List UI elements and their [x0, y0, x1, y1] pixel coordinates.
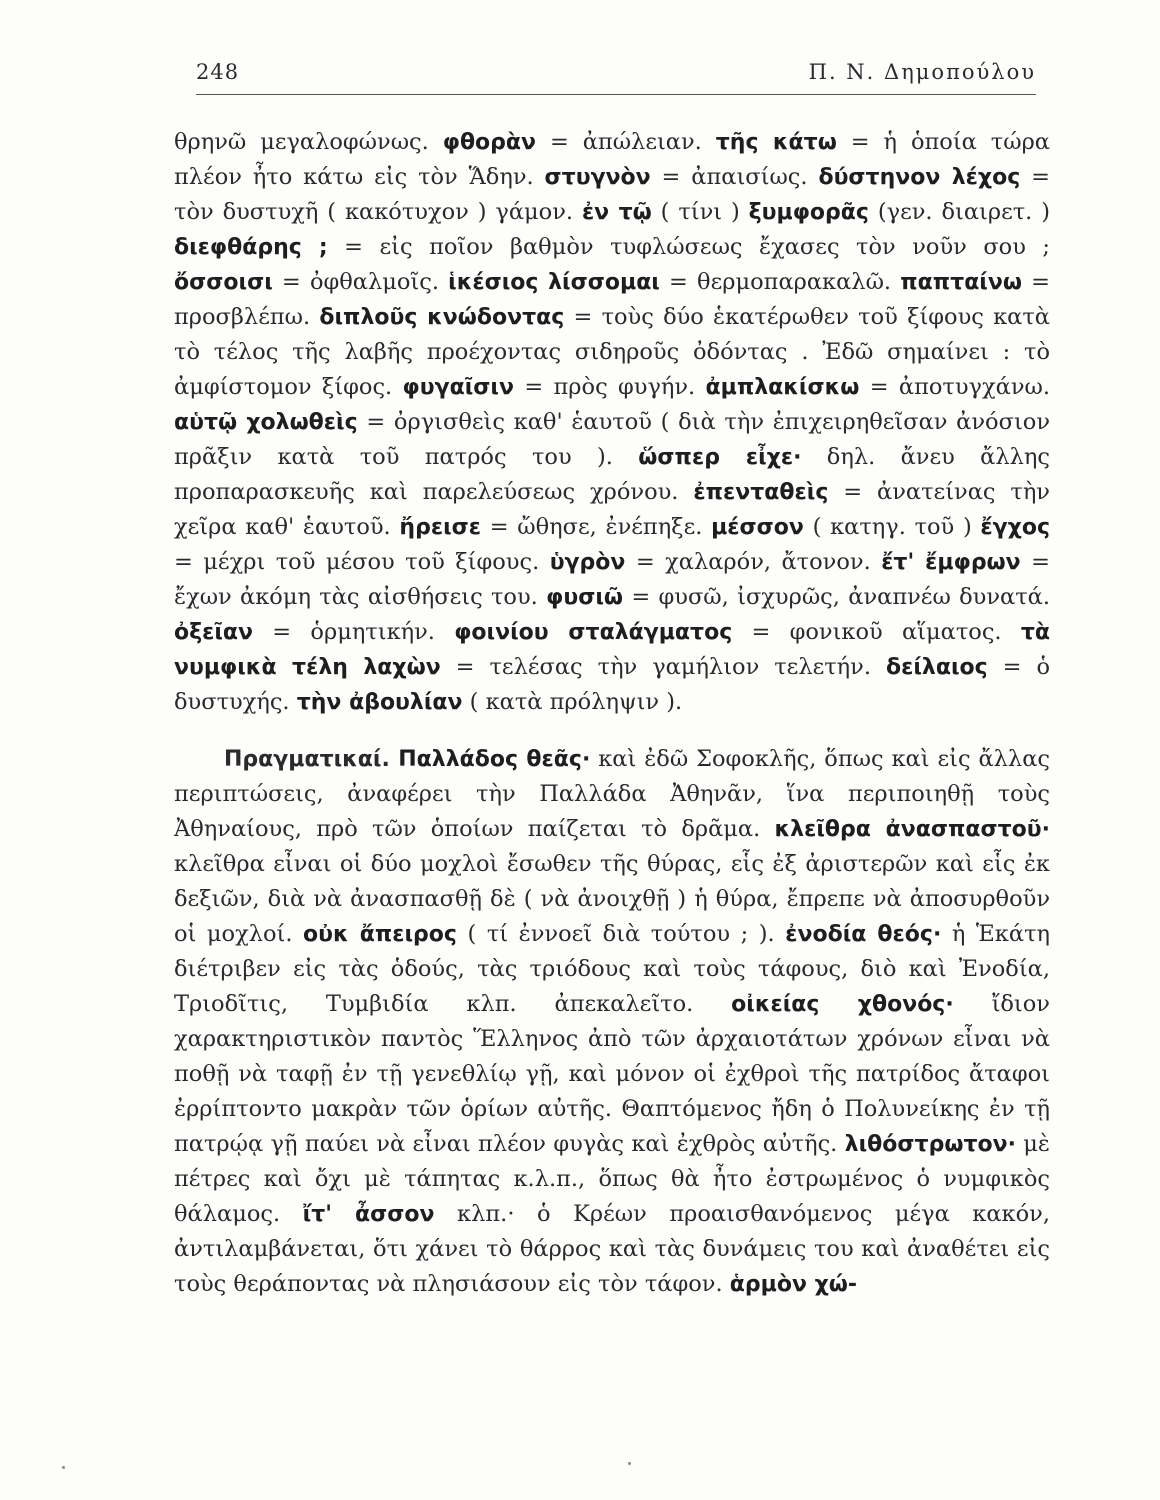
lemma-term: δύστηνον λέχος [818, 165, 1021, 190]
lemma-term: τὰ νυμφικὰ τέλη λαχὼν [174, 620, 1050, 680]
gloss-text: = εἰς ποῖον βαθμὸν τυφλώσεως ἔχασες τὸν νοῦν σου ; [327, 234, 1050, 260]
gloss-text: ( κατηγ. τοῦ ) [803, 514, 981, 540]
lemma-term: ξυμφορᾶς [748, 200, 869, 225]
lemma-term: ἐπενταθεὶς [693, 480, 829, 505]
gloss-text: = προσβλέπω. [174, 269, 1051, 330]
gloss-text: ἡ Ἑκάτη διέτριβεν εἰς τὰς ὁδούς, τὰς τριόδους καὶ τοὺς τάφους, διὸ καὶ Ἐνοδία, Τριοδῖτις, Τυμβιδία κλπ. ἀπεκαλεῖτο. [174, 921, 1050, 1017]
commentary-paragraph-vocabulary [174, 125, 1050, 720]
lemma-term: δείλαιος [885, 655, 988, 680]
gloss-text: ( κατὰ πρόληψιν ). [462, 689, 683, 715]
commentary-paragraph-realia [174, 742, 1050, 1302]
lemma-term: τὴν ἀβουλίαν [296, 690, 463, 715]
page-number: 248 [196, 60, 240, 84]
lemma-term: αὑτῷ χολωθεὶς [174, 410, 358, 435]
gloss-text: = ἀπαισίως. [650, 164, 819, 190]
gloss-text: = τοὺς δύο ἑκατέρωθεν τοῦ ξίφους κατὰ τὸ τέλος τῆς λαβῆς προέχοντας σιδηροῦς ὀδόντας . Ἐδῶ σημαίνει : τὸ ἀμφίστομον ξίφος. [174, 304, 1050, 400]
body-text [174, 125, 1050, 1302]
gloss-text: = ὁρμητικήν. [253, 619, 455, 645]
lemma-term: τῆς κάτω [715, 130, 837, 155]
lemma-term: ἐνοδία θεός· [785, 922, 942, 947]
gloss-text: δηλ. ἄνευ ἄλλης προπαρασκευῆς καὶ παρελεύσεως χρόνου. [174, 444, 1050, 505]
paper-speck [628, 1462, 631, 1465]
lemma-term: φοινίου σταλάγματος [454, 620, 733, 645]
gloss-text: = ἡ ὁποία τώρα πλέον ἦτο κάτω εἰς τὸν Ἅδην. [174, 129, 1050, 190]
running-head: Π. Ν. Δημοπούλου [808, 60, 1036, 84]
lemma-term: οὐκ ἄπειρος [303, 922, 457, 947]
lemma-term: φυσιῶ [546, 585, 624, 610]
gloss-text: = ἀπώλειαν. [536, 129, 716, 155]
gloss-text: = ὀργισθεὶς καθ' ἑαυτοῦ ( διὰ τὴν ἐπιχειρηθεῖσαν ἀνόσιον πρᾶξιν κατὰ τοῦ πατρός του ). [174, 409, 1050, 470]
gloss-text: = χαλαρόν, ἄτονον. [625, 549, 882, 575]
lemma-term: ἱκέσιος λίσσομαι [448, 270, 660, 295]
gloss-text: ( τίνι ) [651, 199, 749, 225]
lemma-term: οἰκείας χθονός· [731, 992, 954, 1017]
lemma-term: ἤρεισε [399, 515, 482, 540]
lemma-term: ἔτ' ἔμφρων [881, 550, 1021, 575]
lemma-term: φυγαῖσιν [402, 375, 514, 400]
gloss-text: = ὁ δυστυχής. [174, 654, 1050, 715]
lemma-term: μέσσον [711, 515, 804, 540]
lemma-term: ἴτ' ἆσσον [302, 1202, 435, 1227]
gloss-text: = πρὸς φυγήν. [513, 374, 706, 400]
lemma-term: διεφθάρης ; [174, 235, 328, 260]
lemma-term: ἐν τῷ [581, 200, 652, 225]
gloss-text: (γεν. διαιρετ. ) [868, 199, 1051, 225]
gloss-text: = ἔχων ἀκόμη τὰς αἰσθήσεις του. [174, 549, 1050, 610]
lemma-term: διπλοῦς κνώδοντας [319, 305, 565, 330]
lemma-term: ὀξεῖαν [174, 620, 254, 645]
gloss-text: καὶ ἐδῶ Σοφοκλῆς, ὅπως καὶ εἰς ἄλλας περιπτώσεις, ἀναφέρει τὴν Παλλάδα Ἀθηνᾶν, ἵνα περιποιηθῇ τοὺς Ἀθηναίους, πρὸ τῶν ὁποίων παίζεται τὸ δρᾶμα. [174, 746, 1050, 842]
lemma-term: ἔγχος [980, 515, 1050, 540]
paper-speck [62, 1466, 65, 1469]
lemma-term: ἀμπλακίσκω [705, 375, 860, 400]
gloss-text: μὲ πέτρες καὶ ὄχι μὲ τάπητας κ.λ.π., ὅπως θὰ ἦτο ἐστρωμένος ὁ νυμφικὸς θάλαμος. [174, 1131, 1050, 1227]
gloss-text: = ὀφθαλμοῖς. [272, 269, 449, 295]
gloss-text: κλπ.· ὁ Κρέων προαισθανόμενος μέγα κακόν, ἀντιλαμβάνεται, ὅτι χάνει τὸ θάρρος καὶ τὰς δυνάμεις του καὶ ἀναθέτει εἰς τοὺς θεράποντας νὰ πλησιάσουν εἰς τὸν τάφον. [174, 1201, 1050, 1297]
lemma-term: ὑγρὸν [549, 550, 626, 575]
gloss-text: ἴδιον χαρακτηριστικὸν παντὸς Ἕλληνος ἀπὸ τῶν ἀρχαιοτάτων χρόνων εἶναι νὰ ποθῇ νὰ ταφῇ ἐν τῇ γενεθλίῳ γῇ, καὶ μόνον οἱ ἐχθροὶ τῆς πατρίδος ἄταφοι ἐρρίπτοντο μακρὰν τῶν ὁρίων αὐτῆς. Θαπτόμενος ἤδη ὁ Πολυνείκης ἐν τῇ πατρῴᾳ γῇ παύει νὰ εἶναι πλέον φυγὰς καὶ ἐχθρὸς αὐτῆς. [174, 991, 1050, 1157]
lemma-term: λιθόστρωτον· [844, 1132, 1016, 1157]
gloss-text: ( τί ἐννοεῖ διὰ τούτου ; ). [456, 921, 786, 947]
gloss-text: = ἀποτυγχάνω. [859, 374, 1051, 400]
lemma-term: ὄσσοισι [174, 270, 273, 295]
lemma-term: Πραγματικαί. [224, 747, 399, 772]
lemma-term: κλεῖθρα ἀνασπαστοῦ· [774, 817, 1051, 842]
gloss-text: = μέχρι τοῦ μέσου τοῦ ξίφους. [174, 549, 550, 575]
gloss-text: θρηνῶ μεγαλοφώνως. [174, 129, 443, 155]
gloss-text: = τὸν δυστυχῆ ( κακότυχον ) γάμον. [174, 164, 1050, 225]
gloss-text: = ὤθησε, ἐνέπηξε. [481, 514, 712, 540]
gloss-text: κλεῖθρα εἶναι οἱ δύο μοχλοὶ ἔσωθεν τῆς θύρας, εἷς ἐξ ἀριστερῶν καὶ εἷς ἐκ δεξιῶν, διὰ νὰ ἀνασπασθῇ δὲ ( νὰ ἀνοιχθῇ ) ἡ θύρα, ἔπρεπε νὰ ἀποσυρθοῦν οἱ μοχλοί. [174, 851, 1050, 947]
lemma-term: Παλλάδος θεᾶς· [398, 747, 591, 772]
gloss-text: = φονικοῦ αἵματος. [732, 619, 1021, 645]
lemma-term: ὥσπερ εἶχε· [638, 445, 802, 470]
page-header [196, 58, 1036, 95]
gloss-text: = τελέσας τὴν γαμήλιον τελετήν. [440, 654, 886, 680]
lemma-term: φθορὰν [442, 130, 537, 155]
gloss-text: = ἀνατείνας τὴν χεῖρα καθ' ἑαυτοῦ. [174, 479, 1050, 540]
lemma-term: παπταίνω [900, 270, 1022, 295]
lemma-term: στυγνὸν [544, 165, 651, 190]
gloss-text: = θερμοπαρακαλῶ. [659, 269, 901, 295]
lemma-term: ἁρμὸν χώ- [729, 1272, 858, 1297]
gloss-text: = φυσῶ, ἰσχυρῶς, ἀναπνέω δυνατά. [623, 584, 1050, 610]
